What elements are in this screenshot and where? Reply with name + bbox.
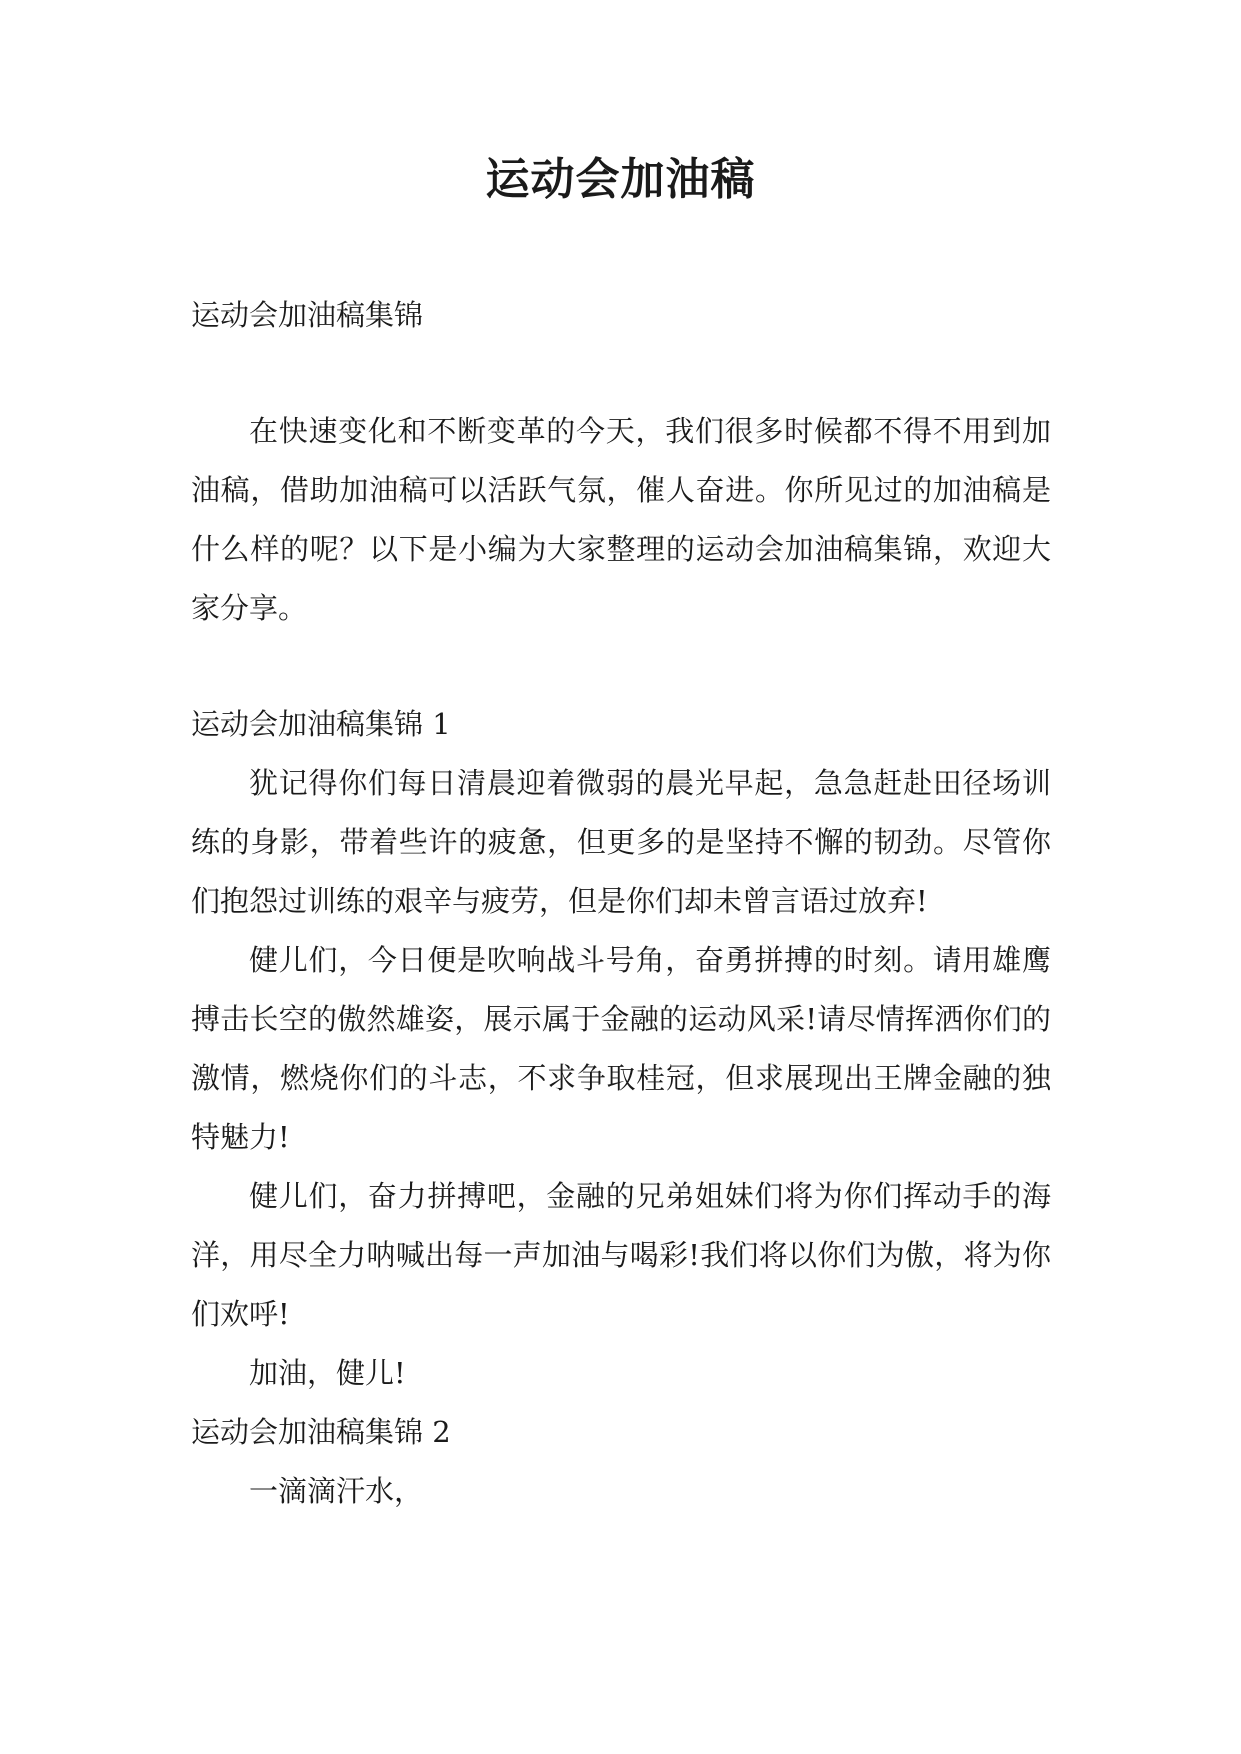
section-1-heading: 运动会加油稿集锦 1: [191, 707, 451, 741]
section-2-heading: 运动会加油稿集锦 2: [191, 1415, 451, 1449]
intro-paragraph: 在快速变化和不断变革的今天，我们很多时候都不得不用到加油稿，借助加油稿可以活跃气氛，催人奋进。你所见过的加油稿是什么样的呢？以下是小编为大家整理的运动会加油稿集锦，欢迎大家分享。: [191, 414, 1051, 625]
document-subtitle: 运动会加油稿集锦: [191, 298, 424, 332]
section-1-paragraph-3: 健儿们，奋力拼搏吧，金融的兄弟姐妹们将为你们挥动手的海洋，用尽全力呐喊出每一声加油与喝彩!我们将以你们为傲，将为你们欢呼!: [191, 1179, 1051, 1331]
document-title: 运动会加油稿: [485, 154, 756, 205]
section-1-paragraph-2: 健儿们，今日便是吹响战斗号角，奋勇拼搏的时刻。请用雄鹰搏击长空的傲然雄姿，展示属于金融的运动风采!请尽情挥洒你们的激情，燃烧你们的斗志，不求争取桂冠，但求展现出王牌金融的独特魅力!: [191, 943, 1051, 1154]
document-body: [191, 286, 1051, 1521]
section-1-paragraph-4: 加油，健儿!: [249, 1356, 406, 1390]
section-1-paragraph-1: 犹记得你们每日清晨迎着微弱的晨光早起，急急赶赴田径场训练的身影，带着些许的疲惫，但更多的是坚持不懈的韧劲。尽管你们抱怨过训练的艰辛与疲劳，但是你们却未曾言语过放弃!: [191, 766, 1051, 918]
section-2-paragraph-1: 一滴滴汗水，: [249, 1474, 424, 1508]
